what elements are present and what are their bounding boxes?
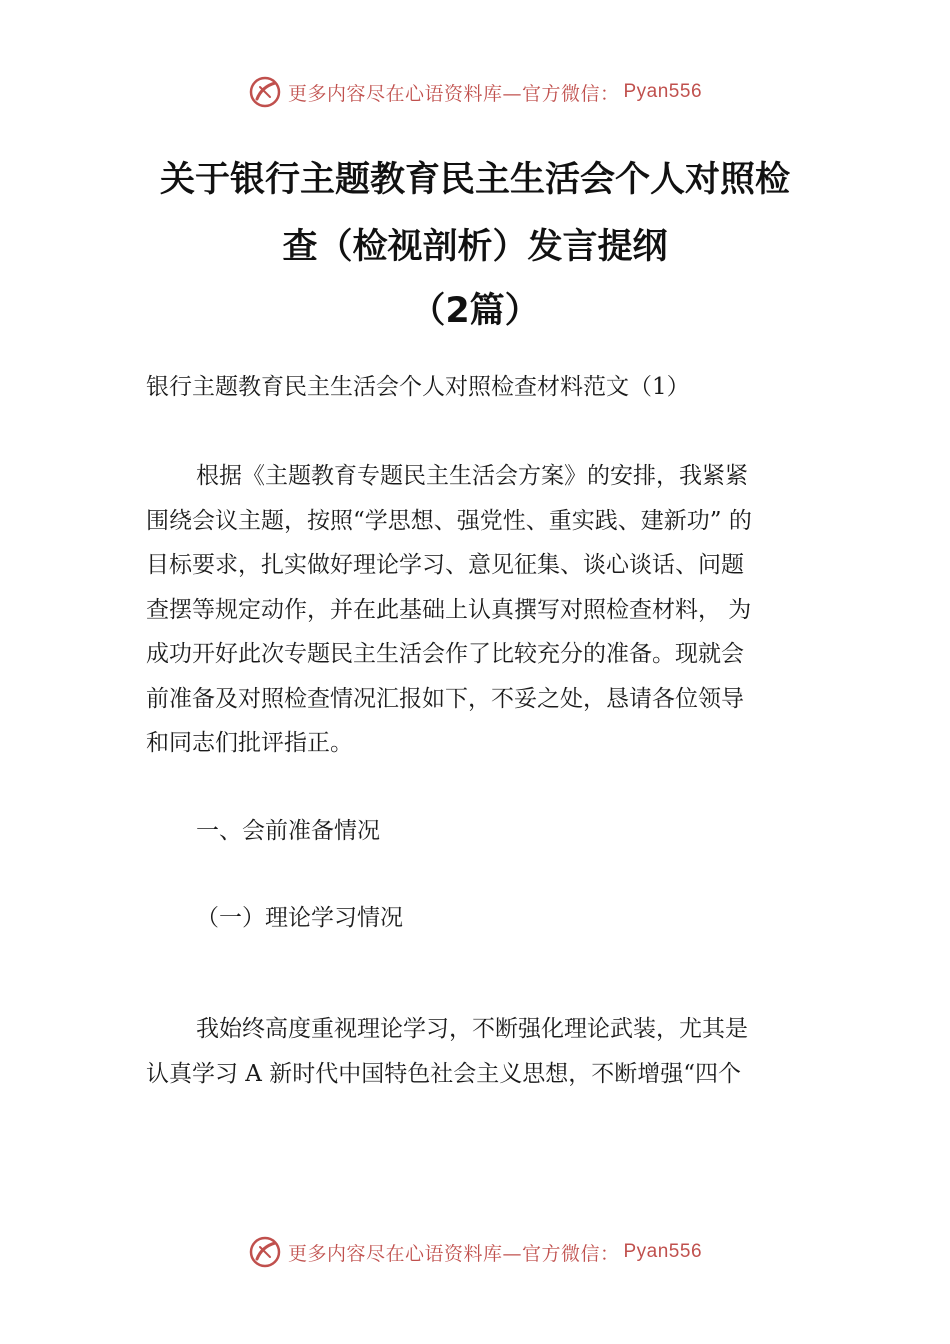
- document-title-line-1: 关于银行主题教育民主生活会个人对照检: [159, 160, 790, 200]
- banner-slogan: 更多内容尽在心语资料库—官方微信：: [287, 1242, 620, 1265]
- footer-banner: [0, 1232, 950, 1272]
- paragraph-intro: [146, 454, 826, 766]
- paragraph-line: 认真学习 A 新时代中国特色社会主义思想，不断增强“四个: [146, 1060, 741, 1087]
- paragraph-line: 根据《主题教育专题民主生活会方案》的安排，我紧紧: [196, 463, 748, 489]
- document-title-line-3: （2篇）: [410, 291, 540, 331]
- paragraph-line: 围绕会议主题，按照“学思想、强党性、重实践、建新功” 的: [146, 507, 752, 534]
- paragraph-line: 成功开好此次专题民主生活会作了比较充分的准备。现就会: [146, 641, 744, 667]
- paragraph-line: 我始终高度重视理论学习，不断强化理论武装，尤其是: [196, 1016, 748, 1042]
- section-heading-1: 一、会前准备情况: [196, 818, 380, 844]
- header-banner: [0, 72, 950, 112]
- paragraph-line: 查摆等规定动作，并在此基础上认真撰写对照检查材料， 为: [146, 596, 752, 623]
- banner-wechat-id: Pyan556: [623, 1241, 703, 1262]
- document-title-line-2: 查（检视剖析）发言提纲: [282, 227, 668, 267]
- document-subtitle: 银行主题教育民主生活会个人对照检查材料范文（1）: [146, 374, 690, 400]
- banner-slogan: 更多内容尽在心语资料库—官方微信：: [287, 82, 620, 105]
- logo-icon: [248, 75, 282, 109]
- paragraph-line: 前准备及对照检查情况汇报如下，不妥之处，恳请各位领导: [146, 685, 744, 712]
- logo-icon: [248, 1235, 282, 1269]
- paragraph-theory-study: [146, 1007, 826, 1096]
- paragraph-line: 目标要求，扎实做好理论学习、意见征集、谈心谈话、问题: [146, 552, 744, 578]
- section-heading-2: （一）理论学习情况: [196, 905, 403, 931]
- banner-wechat-id: Pyan556: [623, 81, 703, 102]
- paragraph-line: 和同志们批评指正。: [146, 730, 353, 756]
